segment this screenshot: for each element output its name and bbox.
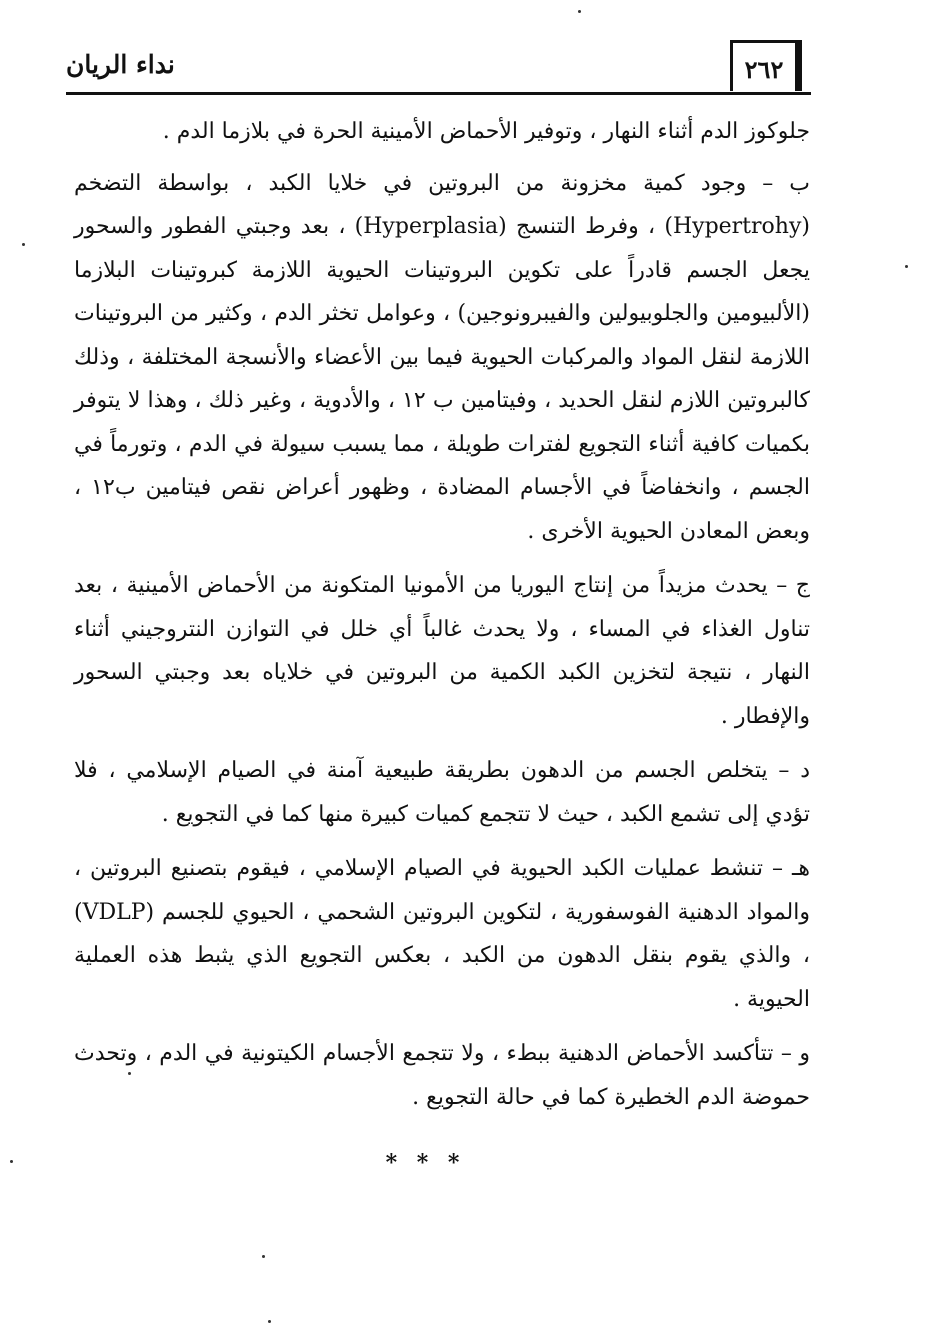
body-text: [74, 110, 810, 1130]
scan-speck: [128, 1072, 131, 1075]
page-number-box: [730, 40, 798, 91]
paragraph-j: ج – يحدث مزيداً من إنتاج اليوريا من الأمونيا المتكونة من الأحماض الأمينية ، بعد تناول الغذاء في المساء ، ولا يحدث غالباً أي خلل في التوازن النتروجيني أثناء النهار ، نتيجة لتخزين الكبد الكمية من البروتين في خلاياه بعد وجبتي السحور والإفطار .: [74, 573, 810, 729]
scan-speck: [10, 1160, 13, 1163]
paragraph-h: هـ – تنشط عمليات الكبد الحيوية في الصيام الإسلامي ، فيقوم بتصنيع البروتين ، والمواد الدهنية الفوسفورية ، لتكوين البروتين الشحمي ، الحيوي للجسم (VDLP) ، والذي يقوم بنقل الدهون من الكبد ، بعكس التجويع الذي يثبط هذه العملية الحيوية .: [74, 856, 810, 1012]
section-separator: * * *: [385, 1150, 466, 1176]
paragraph-b: ب – وجود كمية مخزونة من البروتين في خلايا الكبد ، بواسطة التضخم (Hypertrohy) ، وفرط التنسج (Hyperplasia) ، بعد وجبتي الفطور والسحور يجعل الجسم قادراً على تكوين البروتينات الحيوية اللازمة كبروتينات البلازما (الألبيومين والجلوبيولين والفيبرونوجين) ، وعوامل تخثر الدم ، وكثير من البروتينات اللازمة لنقل المواد والمركبات الحيوية فيما بين الأعضاء والأنسجة المختلفة ، وذلك كالبروتين اللازم لنقل الحديد ، وفيتامين ب ١٢ ، والأدوية ، وغير ذلك ، وهذا لا يتوفر بكميات كافية أثناء التجويع لفترات طويلة ، مما يسبب سيولة في الدم ، وتورماً في الجسم ، وانخفاضاً في الأجسام المضادة ، وظهور أعراض نقص فيتامين ب١٢ ، وبعض المعادن الحيوية الأخرى .: [74, 170, 810, 544]
scan-speck: [268, 1320, 271, 1323]
paragraph-w: و – تتأكسد الأحماض الدهنية ببطء ، ولا تتجمع الأجسام الكيتونية في الدم ، وتحدث حموضة الدم الخطيرة كما في حالة التجويع .: [74, 1041, 810, 1110]
scan-speck: [262, 1255, 265, 1258]
scan-speck: [22, 243, 25, 246]
paragraph-continuation: جلوكوز الدم أثناء النهار ، وتوفير الأحماض الأمينية الحرة في بلازما الدم .: [162, 119, 810, 144]
header-rule: [66, 92, 811, 95]
scan-speck: [578, 10, 581, 13]
scan-speck: [905, 265, 908, 268]
paragraph-d: د – يتخلص الجسم من الدهون بطريقة طبيعية آمنة في الصيام الإسلامي ، فلا تؤدي إلى تشمع الكبد ، حيث لا تتجمع كميات كبيرة منها كما في التجويع .: [74, 758, 810, 827]
page-number: ٢٦٢: [744, 54, 784, 84]
running-header-title: نداء الريان: [66, 50, 175, 79]
